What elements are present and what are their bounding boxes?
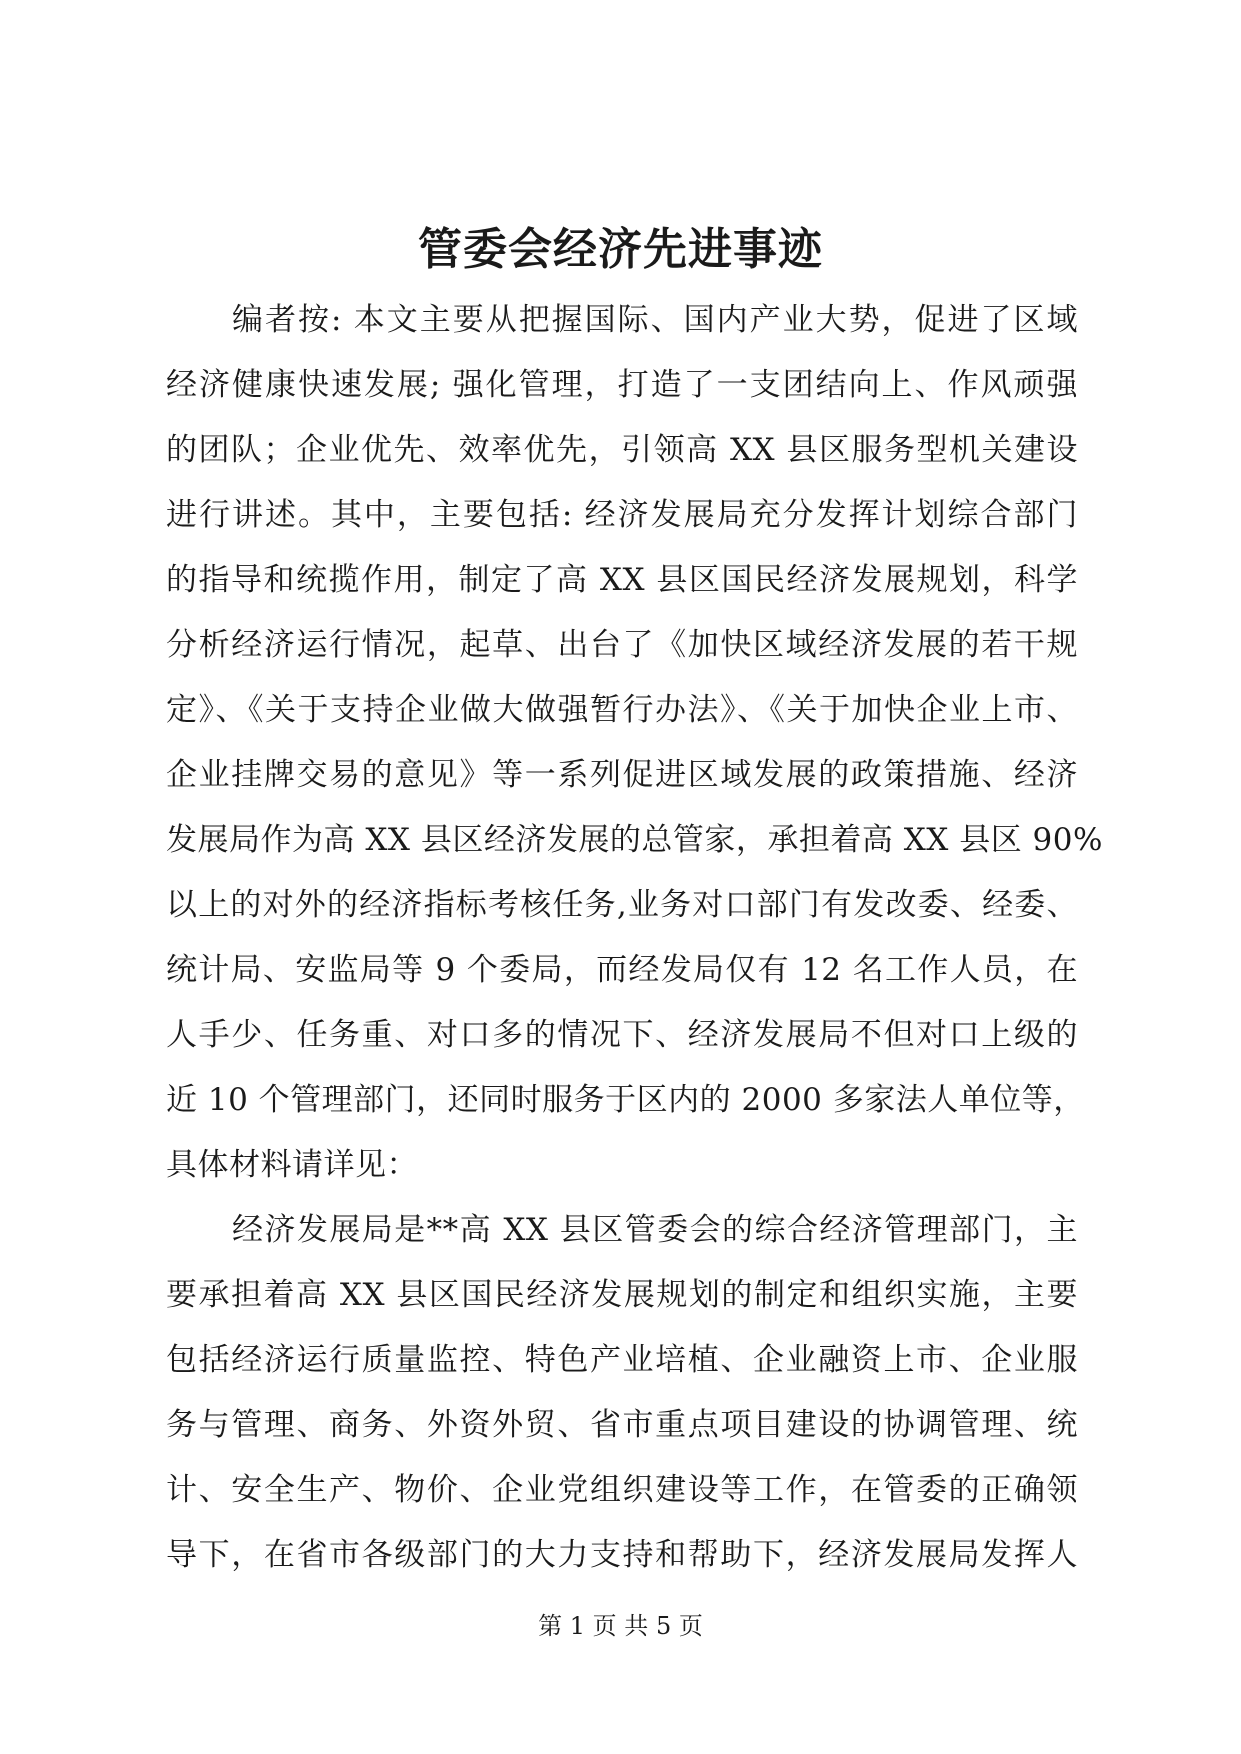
text-line: 人手少、任务重、对口多的情况下、经济发展局不但对口上级的 — [166, 1017, 1078, 1053]
text-line: 以上的对外的经济指标考核任务,业务对口部门有发改委、经委、 — [166, 887, 1078, 923]
text-line: 企业挂牌交易的意见》等一系列促进区域发展的政策措施、经济 — [166, 757, 1078, 793]
text-line: 近 10 个管理部门，还同时服务于区内的 2000 多家法人单位等， — [166, 1082, 1085, 1118]
text-line: 务与管理、商务、外资外贸、省市重点项目建设的协调管理、统 — [166, 1407, 1078, 1443]
text-line: 计、安全生产、物价、企业党组织建设等工作，在管委的正确领 — [166, 1472, 1078, 1508]
text-line: 包括经济运行质量监控、特色产业培植、企业融资上市、企业服 — [166, 1342, 1078, 1378]
text-line: 要承担着高 XX 县区国民经济发展规划的制定和组织实施，主要 — [166, 1277, 1078, 1313]
text-line: 统计局、安监局等 9 个委局，而经发局仅有 12 名工作人员，在 — [166, 952, 1078, 988]
text-line: 具体材料请详见： — [166, 1147, 418, 1183]
text-line: 发展局作为高 XX 县区经济发展的总管家，承担着高 XX 县区 90% — [166, 822, 1103, 858]
text-line: 的团队；企业优先、效率优先，引领高 XX 县区服务型机关建设 — [166, 432, 1078, 468]
text-line: 经济健康快速发展; 强化管理，打造了一支团结向上、作风顽强 — [166, 367, 1078, 403]
text-line: 分析经济运行情况，起草、出台了《加快区域经济发展的若干规 — [166, 627, 1078, 663]
text-line: 导下，在省市各级部门的大力支持和帮助下，经济发展局发挥人 — [166, 1537, 1078, 1573]
document-body — [166, 288, 1103, 1588]
document-title: 管委会经济先进事迹 — [418, 224, 823, 275]
text-line: 编者按: 本文主要从把握国际、国内产业大势，促进了区域 — [232, 302, 1078, 338]
text-line: 定》、《关于支持企业做大做强暂行办法》、《关于加快企业上市、 — [166, 692, 1078, 728]
text-line: 进行讲述。其中，主要包括: 经济发展局充分发挥计划综合部门 — [166, 497, 1078, 533]
text-line: 经济发展局是**高 XX 县区管委会的综合经济管理部门，主 — [232, 1212, 1078, 1248]
paragraph-editor-note — [166, 288, 1103, 1198]
paragraph-body — [166, 1198, 1078, 1588]
page-number-footer: 第 1 页 共 5 页 — [538, 1612, 703, 1640]
text-line: 的指导和统揽作用，制定了高 XX 县区国民经济发展规划，科学 — [166, 562, 1078, 598]
